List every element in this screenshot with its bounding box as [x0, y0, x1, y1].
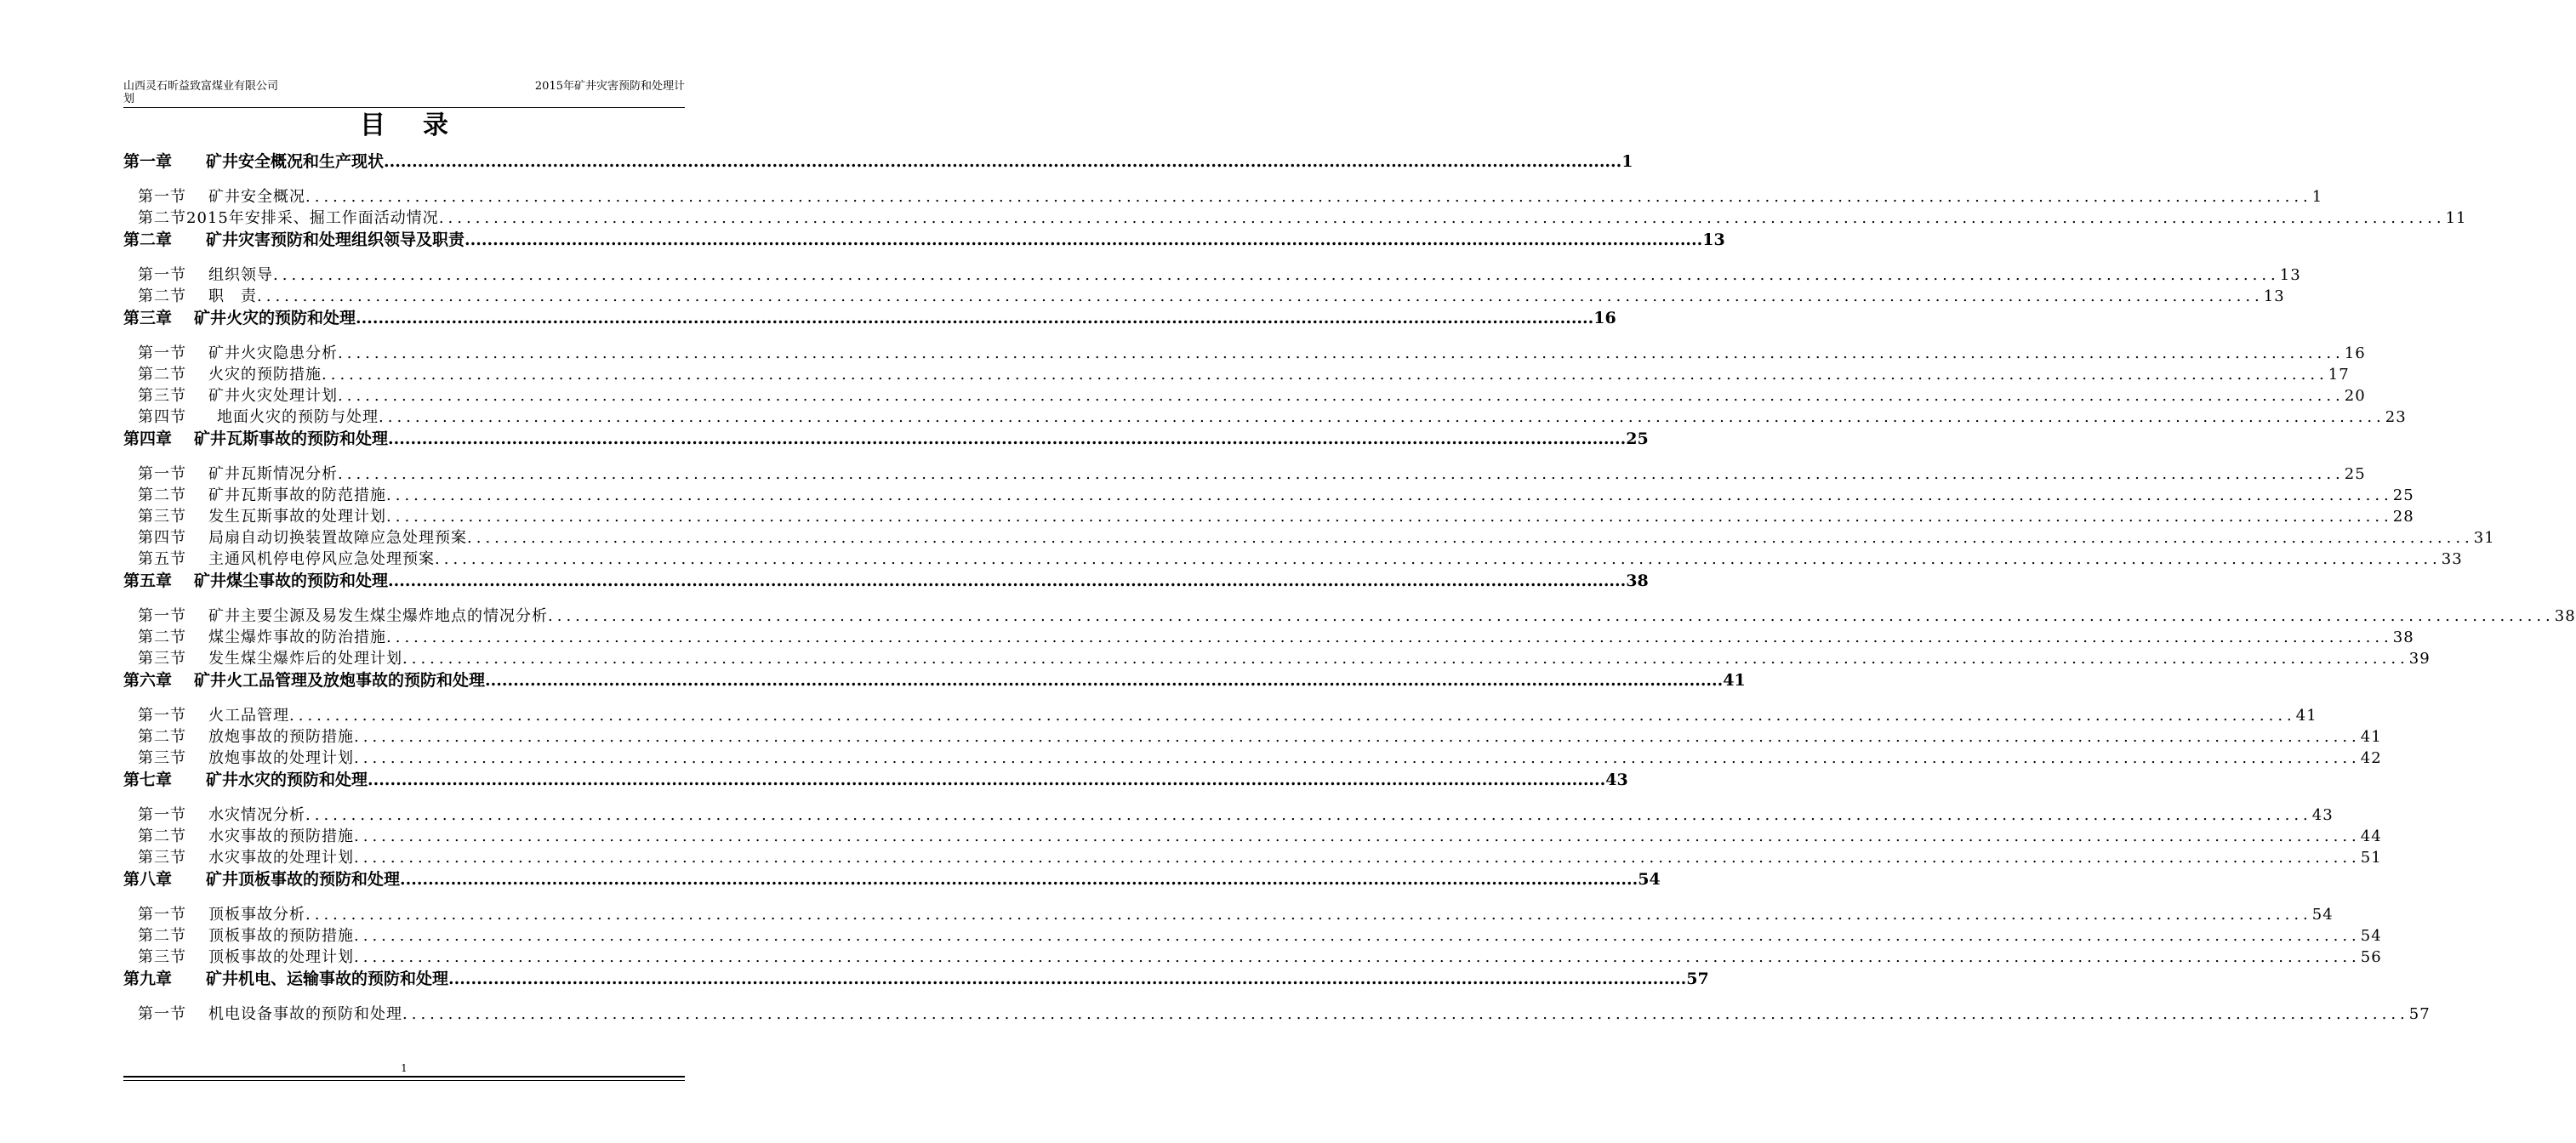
toc-entry-label: 第二节 — [138, 927, 186, 945]
toc-chapter-entry[interactable] — [123, 969, 1709, 989]
header-company-wrap: 划 — [123, 93, 135, 105]
toc-entry-title: 放炮事故的处理计划 — [208, 749, 354, 767]
toc-entry-page: 41 — [1723, 671, 1746, 690]
toc-dot-leader: ............................................................................................................................................................................................................................ — [485, 671, 1724, 690]
toc-entry-page: 28 — [2392, 508, 2414, 526]
toc-dot-leader: ............................................................................................................................................................................................................................ — [388, 429, 1627, 448]
toc-entry-label: 第二节 — [138, 728, 186, 746]
toc-entry-title: 顶板事故分析 — [208, 906, 305, 924]
toc-section-entry[interactable] — [123, 265, 2301, 286]
toc-chapter-entry[interactable] — [123, 151, 1633, 172]
toc-entry-label: 第二节 — [138, 209, 186, 227]
toc-entry-page: 38 — [2554, 607, 2576, 625]
toc-dot-leader: ............................................................................................................................................................................................................................ — [438, 209, 2446, 227]
toc-entry-title: 机电设备事故的预防和处理 — [208, 1005, 402, 1023]
toc-section-entry[interactable] — [123, 606, 2576, 627]
toc-entry-title: 顶板事故的预防措施 — [208, 927, 354, 945]
toc-chapter-entry[interactable] — [123, 308, 1616, 328]
toc-section-entry[interactable] — [123, 365, 2350, 385]
toc-entry-title: 矿井瓦斯事故的防范措施 — [208, 486, 386, 504]
toc-dot-leader: ............................................................................................................................................................................................................................ — [305, 906, 2312, 924]
footer-rule-thin — [123, 1080, 685, 1081]
toc-entry-label: 第一节 — [138, 806, 186, 824]
toc-dot-leader: ............................................................................................................................................................................................................................ — [338, 465, 2345, 483]
toc-section-entry[interactable] — [123, 344, 2366, 364]
toc-entry-page: 57 — [2408, 1005, 2431, 1023]
toc-entry-label: 第一节 — [138, 1005, 186, 1023]
toc-section-entry[interactable] — [123, 827, 2382, 847]
toc-dot-leader: ............................................................................................................................................................................................................................ — [368, 771, 1606, 789]
toc-entry-page: 1 — [2311, 188, 2323, 206]
toc-entry-page: 54 — [2311, 906, 2334, 924]
toc-entry-title: 煤尘爆炸事故的防治措施 — [208, 628, 386, 646]
toc-entry-label: 第一节 — [138, 344, 186, 362]
toc-section-entry[interactable] — [123, 549, 2463, 570]
header-document-title: 2015年矿井灾害预防和处理计 — [534, 80, 685, 93]
footer-rule-thick — [123, 1076, 685, 1078]
toc-chapter-entry[interactable] — [123, 230, 1725, 250]
toc-entry-title: 矿井安全概况和生产现状 — [206, 152, 385, 171]
toc-dot-leader: ............................................................................................................................................................................................................................ — [384, 152, 1622, 171]
toc-entry-title: 矿井瓦斯情况分析 — [208, 465, 338, 483]
toc-dot-leader: ............................................................................................................................................................................................................................ — [356, 309, 1594, 327]
toc-entry-page: 43 — [1605, 771, 1628, 789]
toc-entry-title: 矿井火工品管理及放炮事故的预防和处理 — [194, 671, 486, 690]
toc-section-entry[interactable] — [123, 407, 2407, 428]
toc-entry-label: 第四节 — [138, 408, 186, 426]
toc-entry-page: 41 — [2360, 728, 2382, 746]
toc-dot-leader: ............................................................................................................................................................................................................................ — [289, 707, 2296, 725]
toc-entry-label: 第一节 — [138, 465, 186, 483]
toc-entry-page: 42 — [2360, 749, 2382, 767]
toc-entry-page: 16 — [2344, 344, 2366, 362]
toc-section-entry[interactable] — [123, 628, 2414, 648]
toc-entry-page: 25 — [2392, 486, 2414, 504]
toc-section-entry[interactable] — [123, 208, 2467, 229]
toc-entry-title: 地面火灾的预防与处理 — [217, 408, 379, 426]
toc-entry-title: 矿井主要尘源及易发生煤尘爆炸地点的情况分析 — [208, 607, 548, 625]
toc-chapter-entry[interactable] — [123, 571, 1649, 591]
toc-entry-label: 第一节 — [138, 607, 186, 625]
toc-entry-label: 第八章 — [123, 870, 173, 889]
toc-entry-page: 38 — [1626, 572, 1649, 590]
toc-entry-title: 矿井瓦斯事故的预防和处理 — [194, 429, 389, 448]
toc-entry-label: 第一节 — [138, 707, 186, 725]
toc-chapter-entry[interactable] — [123, 869, 1661, 890]
toc-entry-title: 组织领导 — [208, 266, 273, 284]
header-company: 山西灵石昕益致富煤业有限公司 — [123, 80, 279, 93]
toc-entry-label: 第五章 — [123, 572, 173, 590]
toc-entry-title: 矿井火灾处理计划 — [208, 387, 338, 405]
toc-section-entry[interactable] — [123, 464, 2366, 485]
toc-section-entry[interactable] — [123, 187, 2323, 208]
toc-entry-title: 顶板事故的处理计划 — [208, 948, 354, 966]
toc-entry-page: 41 — [2295, 707, 2317, 725]
toc-section-entry[interactable] — [123, 805, 2334, 826]
toc-entry-title: 局扇自动切换装置故障应急处理预案 — [208, 529, 467, 547]
toc-chapter-entry[interactable] — [123, 429, 1649, 449]
toc-entry-label: 第二节 — [138, 486, 186, 504]
toc-entry-page: 31 — [2473, 529, 2495, 547]
toc-entry-label: 第六章 — [123, 671, 173, 690]
toc-entry-label: 第三节 — [138, 650, 186, 668]
toc-entry-title: 火灾的预防措施 — [208, 366, 322, 384]
toc-dot-leader: ............................................................................................................................................................................................................................ — [354, 827, 2361, 845]
toc-dot-leader: ............................................................................................................................................................................................................................ — [305, 188, 2312, 206]
toc-entry-label: 第三节 — [138, 948, 186, 966]
toc-entry-page: 25 — [1626, 429, 1649, 448]
toc-entry-page: 33 — [2441, 550, 2463, 568]
footer-page-number: 1 — [401, 1062, 407, 1074]
toc-section-entry[interactable] — [123, 748, 2382, 769]
toc-dot-leader: ............................................................................................................................................................................................................................ — [402, 650, 2409, 668]
toc-entry-page: 54 — [2360, 927, 2382, 945]
toc-entry-page: 20 — [2344, 387, 2366, 405]
toc-dot-leader: ............................................................................................................................................................................................................................ — [354, 849, 2361, 867]
toc-dot-leader: ............................................................................................................................................................................................................................ — [386, 486, 2393, 504]
toc-dot-leader: ............................................................................................................................................................................................................................ — [448, 970, 1687, 988]
toc-section-entry[interactable] — [123, 926, 2382, 947]
toc-entry-label: 第二节 — [138, 827, 186, 845]
toc-dot-leader: ............................................................................................................................................................................................................................ — [305, 806, 2312, 824]
toc-entry-title: 发生瓦斯事故的处理计划 — [208, 508, 386, 526]
toc-entry-label: 第四章 — [123, 429, 173, 448]
toc-dot-leader: ............................................................................................................................................................................................................................ — [464, 230, 1703, 249]
toc-dot-leader: ............................................................................................................................................................................................................................ — [400, 870, 1638, 889]
toc-chapter-entry[interactable] — [123, 670, 1746, 691]
toc-entry-page: 25 — [2344, 465, 2366, 483]
toc-entry-label: 第三节 — [138, 749, 186, 767]
toc-entry-page: 44 — [2360, 827, 2382, 845]
toc-entry-title: 矿井水灾的预防和处理 — [206, 771, 368, 789]
toc-dot-leader: ............................................................................................................................................................................................................................ — [354, 948, 2361, 966]
toc-entry-page: 11 — [2445, 209, 2467, 227]
toc-entry-page: 13 — [1702, 230, 1725, 249]
toc-entry-title: 主通风机停电停风应急处理预案 — [208, 550, 435, 568]
toc-dot-leader: ............................................................................................................................................................................................................................ — [322, 366, 2328, 384]
toc-entry-page: 56 — [2360, 948, 2382, 966]
toc-section-entry[interactable] — [123, 905, 2334, 925]
toc-dot-leader: ............................................................................................................................................................................................................................ — [548, 607, 2555, 625]
toc-entry-page: 38 — [2392, 628, 2414, 646]
toc-entry-label: 第一节 — [138, 188, 186, 206]
toc-dot-leader: ............................................................................................................................................................................................................................ — [338, 344, 2345, 362]
toc-dot-leader: ............................................................................................................................................................................................................................ — [386, 508, 2393, 526]
toc-entry-label: 第二节 — [138, 628, 186, 646]
toc-entry-label: 第二节 — [138, 366, 186, 384]
toc-entry-label: 第七章 — [123, 771, 173, 789]
toc-dot-leader: ............................................................................................................................................................................................................................ — [388, 572, 1627, 590]
toc-entry-title: 矿井火灾隐患分析 — [208, 344, 338, 362]
toc-entry-title: 水灾事故的预防措施 — [208, 827, 354, 845]
toc-entry-label: 第二节 — [138, 287, 186, 305]
toc-dot-leader: ............................................................................................................................................................................................................................ — [354, 749, 2361, 767]
toc-entry-label: 第一章 — [123, 152, 173, 171]
toc-entry-title: 2015年安排采、掘工作面活动情况 — [186, 209, 439, 227]
toc-entry-label: 第三章 — [123, 309, 173, 327]
toc-dot-leader: ............................................................................................................................................................................................................................ — [257, 287, 2264, 305]
toc-dot-leader: ............................................................................................................................................................................................................................ — [467, 529, 2474, 547]
toc-entry-page: 17 — [2328, 366, 2350, 384]
toc-entry-page: 51 — [2360, 849, 2382, 867]
toc-dot-leader: ............................................................................................................................................................................................................................ — [354, 728, 2361, 746]
toc-entry-page: 54 — [1638, 870, 1661, 889]
toc-entry-title: 职 责 — [208, 287, 257, 305]
toc-section-entry[interactable] — [123, 287, 2285, 307]
toc-entry-label: 第三节 — [138, 508, 186, 526]
toc-entry-title: 矿井安全概况 — [208, 188, 305, 206]
toc-entry-title: 水灾事故的处理计划 — [208, 849, 354, 867]
header-rule — [123, 107, 685, 108]
toc-entry-page: 43 — [2311, 806, 2334, 824]
toc-entry-page: 39 — [2408, 650, 2431, 668]
toc-entry-page: 16 — [1593, 309, 1616, 327]
toc-entry-label: 第四节 — [138, 529, 186, 547]
toc-section-entry[interactable] — [123, 507, 2414, 527]
toc-entry-title: 矿井机电、运输事故的预防和处理 — [206, 970, 449, 988]
toc-entry-page: 1 — [1621, 152, 1633, 171]
toc-dot-leader: ............................................................................................................................................................................................................................ — [386, 628, 2393, 646]
toc-section-entry[interactable] — [123, 1004, 2431, 1025]
toc-entry-title: 水灾情况分析 — [208, 806, 305, 824]
toc-section-entry[interactable] — [123, 528, 2495, 549]
toc-entry-label: 第三节 — [138, 849, 186, 867]
toc-entry-title: 发生煤尘爆炸后的处理计划 — [208, 650, 402, 668]
toc-dot-leader: ............................................................................................................................................................................................................................ — [338, 387, 2345, 405]
toc-entry-page: 23 — [2385, 408, 2407, 426]
toc-entry-label: 第五节 — [138, 550, 186, 568]
toc-dot-leader: ............................................................................................................................................................................................................................ — [435, 550, 2442, 568]
toc-dot-leader: ............................................................................................................................................................................................................................ — [402, 1005, 2409, 1023]
toc-entry-page: 57 — [1686, 970, 1709, 988]
toc-section-entry[interactable] — [123, 386, 2366, 407]
toc-entry-label: 第二章 — [123, 230, 173, 249]
toc-title: 目录 — [360, 111, 486, 140]
toc-dot-leader: ............................................................................................................................................................................................................................ — [379, 408, 2385, 426]
toc-entry-title: 火工品管理 — [208, 707, 289, 725]
toc-entry-title: 矿井火灾的预防和处理 — [194, 309, 356, 327]
toc-entry-title: 放炮事故的预防措施 — [208, 728, 354, 746]
toc-section-entry[interactable] — [123, 486, 2414, 506]
toc-section-entry[interactable] — [123, 727, 2382, 748]
toc-entry-label: 第九章 — [123, 970, 173, 988]
toc-entry-page: 13 — [2263, 287, 2285, 305]
toc-entry-title: 矿井煤尘事故的预防和处理 — [194, 572, 389, 590]
toc-entry-label: 第一节 — [138, 266, 186, 284]
toc-section-entry[interactable] — [123, 848, 2382, 868]
toc-section-entry[interactable] — [123, 649, 2431, 669]
toc-section-entry[interactable] — [123, 947, 2382, 968]
toc-entry-title: 矿井顶板事故的预防和处理 — [206, 870, 401, 889]
toc-entry-page: 13 — [2279, 266, 2301, 284]
toc-entry-title: 矿井灾害预防和处理组织领导及职责 — [206, 230, 465, 249]
toc-dot-leader: ............................................................................................................................................................................................................................ — [354, 927, 2361, 945]
toc-entry-label: 第一节 — [138, 906, 186, 924]
toc-section-entry[interactable] — [123, 706, 2317, 726]
toc-chapter-entry[interactable] — [123, 770, 1628, 790]
toc-entry-label: 第三节 — [138, 387, 186, 405]
toc-dot-leader: ............................................................................................................................................................................................................................ — [273, 266, 2280, 284]
